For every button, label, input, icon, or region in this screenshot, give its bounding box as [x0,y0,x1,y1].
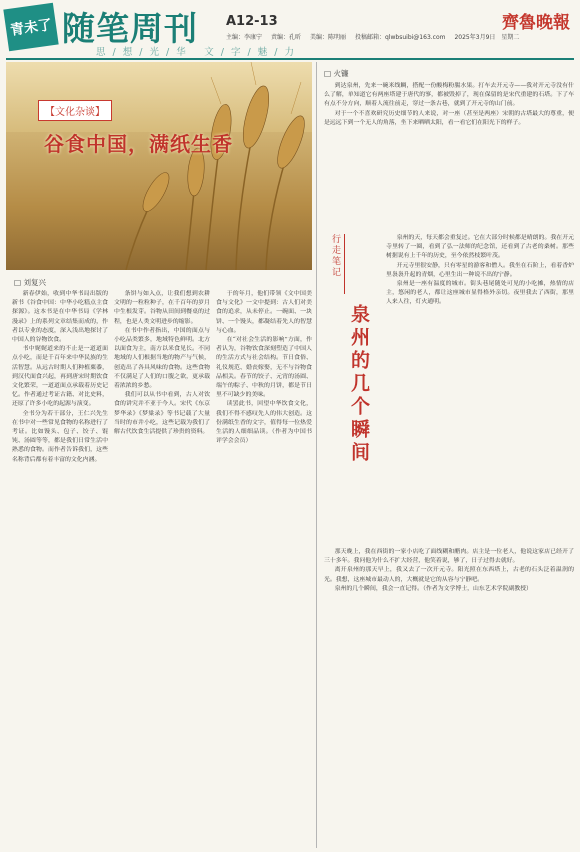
brand-logo: 青未了 [3,3,58,52]
right-article-title-block [324,234,380,544]
header-rule [6,58,574,60]
paragraph: 在“对社会生活的影响”方面，作者认为，谷物饮食深刻塑造了中国人的生活方式与社会结构。节日食俗、礼仪规范、婚丧嫁娶，无不与谷物食品相关。春节的饺子、元宵的汤圆、端午的粽子、中秋的月饼，都是节日里不可缺少的美味。 [216,337,312,399]
article-byline: □ 刘复兴 [14,278,46,287]
body-column-1 [12,290,108,846]
wheat-illustration [6,62,312,270]
paragraph: 泉州的天，每天都会重复过。它在大部分时候都是晴朗的。我在开元寺里转了一圈，看到了弘一法师的纪念馆，还看到了古老的桑树。那些树据说有上千年的历史，至今依然枝繁叶茂。 [386,235,574,260]
body-column-2 [114,290,210,846]
paragraph: 新春伊始，收到中华书局出版的新书《谷食中国：中华小吃糕点主食探源》。这本书是在中华书局《学林漫录》上的系列文章结集而成的，作者以专业的态度，深入浅出地探讨了中国人的谷物饮食。 [12,291,108,344]
series-label: 行走笔记 [330,234,340,278]
meta-art-editor: 美编：陈明丽 [310,34,347,41]
right-article-headline: 泉州的几个瞬间 [348,304,370,465]
body-column-3 [216,290,312,846]
right-article-byline: □ 火镰 [324,69,349,78]
hero-image-wheat [6,62,312,270]
series-rule [344,234,345,294]
paragraph: 书中娓娓道来的不止是一道道面点小吃，而是千百年来中华民族的生活智慧。从远古时期人们种植粟黍，到汉代面食兴起，再到唐宋时期饮食文化繁荣，一道道面点承载着历史记忆。作者通过考证古籍、对比史料，还原了许多小吃的起源与演变。 [12,346,108,408]
paragraph: 离开泉州的那天早上，我又去了一次开元寺。阳光照在东西塔上，古老的石头泛着温润的光。我想，这座城市最动人的，大概就是它的从容与宁静吧。 [324,567,574,583]
right-article-side-body [386,234,574,544]
column-divider [316,62,317,848]
masthead-tagline: 思 / 想 / 光 / 华 文 / 字 / 魅 / 力 [96,47,296,58]
meta-email[interactable]: 投稿邮箱：qlwbsuibi@163.com [355,34,446,41]
newspaper-logo: 齊魯晚報 [502,13,570,33]
page-number: A12-13 [226,14,278,29]
paragraph: 在书中作者指出，中国的面点与小吃品类繁多，地域特色鲜明。北方以面食为主，南方以米食见长。不同地域的人们根据当地的物产与气候，创造出了各具风味的食物。这些食物不仅满足了人们的口腹之欲，更承载着浓浓的乡愁。 [114,327,210,390]
editor-meta-row [226,32,572,41]
paragraph: 泉州的几个瞬间，我会一直记得。（作者为文学博士，山东艺术学院副教授） [334,585,532,592]
paragraph: 于的年月，他们带领《文中国美食与文化》一文中提到：古人们对美食的追求，从未停止。一碗面、一块饼、一个馒头，都凝结着先人的智慧与心血。 [216,291,312,334]
left-article-body [12,290,312,846]
paragraph: 条饼与如入点，让我们想到农耕文明的一粒粒种子，在千百年的岁月中生根发芽。谷物从田间到餐桌的过程，也是人类文明进步的缩影。 [114,291,210,325]
masthead-title: 随笔周刊 [62,9,198,48]
paragraph: 那天晚上，我在西街的一家小店吃了面线糊和醋肉。店主是一位老人，他说这家店已经开了三十多年。我问他为什么不扩大经营，他笑着说，够了，日子过得去就好。 [324,549,574,565]
paragraph: 读罢此书，回望中华饮食文化，我们不得不感叹先人的伟大创造。这份满纸生香的文字，值得每一位热爱生活的人细细品读。（作者为中国书评学会会员） [216,401,312,445]
meta-editor: 主编：李康宁 [226,34,263,41]
paragraph: 到达泉州，先来一碗米线鲷，搭配一份酸梅粉腸水果。打车去开元寺——我对开元寺没有什么了解，单知道它有两座塔建于唐代的寥，都被毁掉了，现在保留的是宋代重建的石塔。下了车有点不分方向，顺着人流往前走，穿过一条古巷，就到了开元寺的山门前。 [324,83,574,108]
right-article-upper-body [324,82,574,232]
meta-date: 2025年3月9日 星期二 [454,34,520,41]
right-article [324,82,574,846]
paragraph: 开元寺里很安静，只有零星的游客和僧人。我坐在石阶上，看着香炉里袅袅升起的青烟，心里生出一种说不出的宁静。 [386,262,574,278]
paragraph: 对于一个不喜欢研究历史细节的人来说，对一座（甚至是两座）宋朝的古塔最大的尊重，便是远远下到一个无人的角落，坐下来晒晒太阳，看一看它们在阳光下的样子。 [324,110,574,126]
article-category-tag: 【文化杂谈】 [38,100,112,121]
meta-duty-editor: 责编：孔昕 [271,34,302,41]
paragraph: 全书分为若干部分，王仁兴先生在书中对一些常见食物的名称进行了考证。比如馒头、包子、饺子、馄饨、汤圆等等，都是我们日常生活中熟悉的食物。而作者告诉我们，这些名称背后都有着丰富的文化内涵。 [12,410,108,463]
paragraph: 泉州是一座有温度的城市。街头巷尾随处可见的小吃摊，热情的店主，悠闲的老人，都让这座城市显得格外亲切。夜里我去了西街，那里人来人往，灯火通明。 [386,281,574,306]
article-headline: 谷食中国，满纸生香 [44,132,233,156]
right-article-lower-body [324,548,574,848]
paragraph: 我们可以从书中看到，古人对饮食的讲究并不亚于今人。宋代《东京梦华录》《梦粱录》等书记载了大量当时的市井小吃，这些记载为我们了解古代饮食生活提供了珍贵的资料。 [114,392,210,436]
page-header [0,0,580,62]
